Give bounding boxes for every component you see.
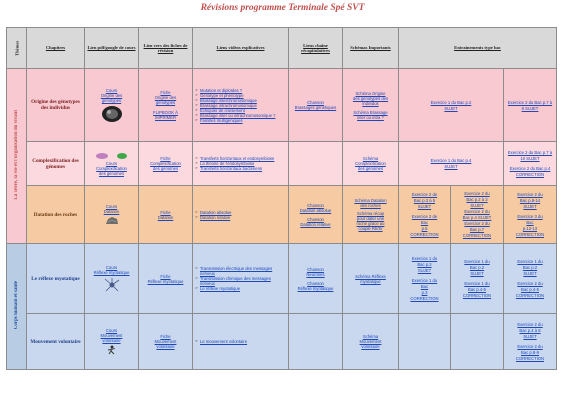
header-chapitres: Chapitres: [27, 28, 85, 69]
fiche-cell: [139, 142, 193, 186]
video-link[interactable]: ➢ La théorie de l'endosymbiose: [200, 161, 286, 166]
chapter-title: Mouvement volontaire: [27, 314, 85, 370]
video-link[interactable]: ➢ Échiquier de croisement: [200, 108, 286, 113]
exercise-cell: [451, 244, 504, 314]
video-link[interactable]: ➢ Génotype et phénotype: [200, 93, 286, 98]
table-row: [7, 142, 557, 186]
header-lien-chaine: Liens chaîne récapitulatives: [289, 28, 343, 69]
cours-link[interactable]: Cours Complexification des génomes: [96, 160, 127, 176]
page-title: Révisions programme Terminale Spé SVT: [200, 3, 365, 13]
video-link[interactable]: ➢ Transferts horizontaux bactériens: [200, 166, 286, 171]
schemas-cell: [343, 142, 399, 186]
exercise-link[interactable]: Exercice 1 du Bac p.2 SUJET: [430, 99, 472, 111]
schema-link[interactable]: Schéma Origine des génotypes des individus: [352, 90, 389, 106]
flipbook-link[interactable]: FLIPBOOK À IMPRIMER: [153, 110, 178, 120]
theme-terre: [7, 69, 27, 244]
fiche-cell: [139, 186, 193, 244]
chaine-cell: [289, 244, 343, 314]
cours-cell: [85, 314, 139, 370]
chaine-cell: [289, 69, 343, 142]
chromosome-image-icon: [101, 105, 123, 123]
exercise-cell: [504, 314, 557, 370]
schema-link[interactable]: Schéma Brassage inter ou intra ?: [353, 109, 388, 120]
cours-link[interactable]: Cours Datation: [103, 203, 120, 214]
chanson-link[interactable]: Chanson Datation absolue: [299, 202, 332, 213]
exercise-link[interactable]: Exercice 2 du Bac p.7 à 8 SUJET: [507, 99, 553, 111]
exercise-link[interactable]: Exercice 1 du Bac p.2 SUJET: [517, 259, 543, 276]
schemas-cell: [343, 314, 399, 370]
header-row: [7, 28, 557, 69]
exercise-link[interactable]: Exercice 2 du Bac p.4-5 CORRECTION: [515, 281, 545, 298]
exercise-link[interactable]: Exercice 1 du Bac p.4 SUJET: [430, 158, 472, 169]
exercise-link[interactable]: Exercice 1 du Bac p.4-5 CORRECTION: [462, 281, 492, 298]
exercise-link[interactable]: Exercice 2 de Bac p.5 CORRECTION: [410, 214, 439, 237]
cours-link[interactable]: Cours Origine des génotypes: [100, 87, 123, 103]
header-themes: Thèmes: [7, 28, 27, 69]
cours-link[interactable]: Cours Mouvement volontaire: [100, 328, 123, 343]
cours-cell: [85, 244, 139, 314]
schema-link[interactable]: Schéma Réflexe myotatique: [355, 273, 386, 284]
fiche-link[interactable]: Fiche Origine des génotypes: [154, 90, 177, 105]
exercise-cell: [399, 186, 451, 244]
video-link[interactable]: ➢ Brassage interchromosomique: [200, 98, 286, 103]
video-link[interactable]: ➢ Datation absolue: [200, 210, 286, 215]
videos-cell: [193, 244, 289, 314]
exercise-link[interactable]: Exercice 2 de Bac p.3 à 5 SUJET: [411, 192, 438, 209]
exercise-cell: [504, 244, 557, 314]
exercise-link[interactable]: Exercice 1 du Bac p.2 SUJET: [411, 256, 438, 273]
video-link[interactable]: ➢ Brassage intrachromosomique: [200, 103, 286, 108]
video-link[interactable]: ➢ Brassage inter ou intrachromosomique ?: [200, 113, 286, 118]
schema-link[interactable]: Schéma Mouvement volontaire: [359, 334, 382, 349]
exercise-link[interactable]: Exercice 2 du Bac p.4 SUJET: [462, 209, 492, 220]
table-row: [7, 314, 557, 370]
cours-link[interactable]: Cours Réflexe myotatique: [93, 264, 130, 275]
chapter-title: Datation des roches: [27, 186, 85, 244]
exercise-link[interactable]: Exercice 2 du Bac p.8-14 SUJET: [517, 192, 543, 209]
videos-cell: [193, 142, 289, 186]
video-link[interactable]: ➢ Le mouvement volontaire: [200, 339, 286, 344]
runner-icon: [106, 345, 118, 355]
theme-corps: [7, 244, 27, 370]
exercise-cell: [399, 314, 451, 370]
chapter-title: Le réflexe myotatique: [27, 244, 85, 314]
chaine-cell: [289, 186, 343, 244]
schemas-cell: [343, 244, 399, 314]
header-lien-cours: Lien pdf/google de cours: [85, 28, 139, 69]
theme-label: Corps humain et santé: [14, 281, 19, 330]
schema-link[interactable]: Schéma Complexification des génomes: [355, 156, 386, 171]
video-link[interactable]: ➢ Le réflexe myotatique: [200, 286, 286, 291]
header-schemas: Schémas Importants: [343, 28, 399, 69]
video-link[interactable]: ➢ Transferts horizontaux et endosymbiose: [200, 156, 286, 161]
fiche-link[interactable]: Fiche Réflexe myotatique: [147, 273, 184, 284]
video-link[interactable]: ➢ Familles multigéniques: [200, 118, 286, 123]
exercise-cell: [504, 142, 557, 186]
exercise-cell: [504, 186, 557, 244]
schemas-cell: [343, 186, 399, 244]
chanson-link[interactable]: Chanson Réflexe myotatique: [297, 280, 334, 291]
videos-cell: [193, 186, 289, 244]
exercise-link[interactable]: Exercice 2 du Bac p.8-9 CORRECTION: [515, 344, 545, 361]
video-link[interactable]: ➢ Mutation et diploïdes ?: [200, 88, 286, 93]
exercise-cell: [399, 244, 451, 314]
exercise-link[interactable]: Exercice 3 du Bac p.12-13 CORRECTION: [515, 214, 545, 237]
chanson-link[interactable]: Chanson Brassages génétiques: [294, 100, 337, 110]
header-lien-fiches: Lien vers des fiches de révision: [139, 28, 193, 69]
table-row: [7, 186, 557, 244]
cours-cell: [85, 186, 139, 244]
exercise-link[interactable]: Exercice 2 du Bac p.7 CORRECTION: [462, 221, 492, 238]
fiche-link[interactable]: Fiche Complexification des génomes: [150, 156, 181, 171]
exercise-cell: [451, 314, 504, 370]
header-entrainements: Entrainements type bac: [399, 28, 557, 69]
neuron-icon: [104, 277, 120, 293]
bacteria-icon: [95, 152, 129, 160]
exercise-cell: [399, 69, 504, 142]
header-lien-videos: Liens vidéos explicatives: [193, 28, 289, 69]
exercise-cell: [451, 186, 504, 244]
fiche-link[interactable]: Fiche Datation: [157, 209, 174, 220]
theme-label: La Terre, la vie et l'organisation du vivant: [14, 110, 19, 200]
cours-cell: [85, 69, 139, 142]
exercise-link[interactable]: Exercice 1 du Bac p.3 CORRECTION: [410, 278, 439, 301]
video-link[interactable]: ➢ Transmission électrique des messages nerveux: [200, 266, 286, 276]
fiche-cell: [139, 314, 193, 370]
video-link[interactable]: ➢ Transmission chimique des messages nerveux: [200, 276, 286, 286]
rock-icon: [105, 216, 119, 226]
exercise-cell: [399, 142, 504, 186]
table-row: [7, 69, 557, 142]
schema-link[interactable]: Schéma Datation des roches: [354, 198, 387, 208]
table-row: [7, 244, 557, 314]
chapter-title: Complexification des génomes: [27, 142, 85, 186]
exercise-cell: [504, 69, 557, 142]
schemas-cell: [343, 69, 399, 142]
fiche-cell: [139, 244, 193, 314]
exercise-link[interactable]: Exercice 2 du Bac p.7 à 10 SUJET: [507, 150, 553, 161]
videos-cell: [193, 69, 289, 142]
exercise-link[interactable]: Exercice 2 du Bac p.4 CORRECTION: [509, 166, 551, 177]
schema-link[interactable]: Schéma récap pour dater une roche grâce au couple Rb/Sr: [356, 211, 385, 231]
chapter-title: Origine des génotypes des individus: [27, 69, 85, 142]
fiche-link[interactable]: Fiche Mouvement volontaire: [154, 334, 177, 349]
chanson-link[interactable]: Chanson Neurones: [306, 266, 325, 277]
exercise-link[interactable]: Exercice 2 du Bac p.2 à 3 SUJET: [464, 191, 490, 208]
exercise-link[interactable]: Exercice 2 du Bac p.4 à 8 SUJET: [517, 322, 543, 339]
chaine-cell: [289, 314, 343, 370]
chanson-link[interactable]: Chanson Datation relative: [300, 216, 331, 227]
chaine-cell: [289, 142, 343, 186]
revision-table: [6, 27, 557, 370]
cours-cell: [85, 142, 139, 186]
videos-cell: [193, 314, 289, 370]
fiche-cell: [139, 69, 193, 142]
exercise-link[interactable]: Exercice 1 du Bac p.2 SUJET: [464, 259, 490, 276]
video-link[interactable]: ➢ Datation relative: [200, 215, 286, 220]
